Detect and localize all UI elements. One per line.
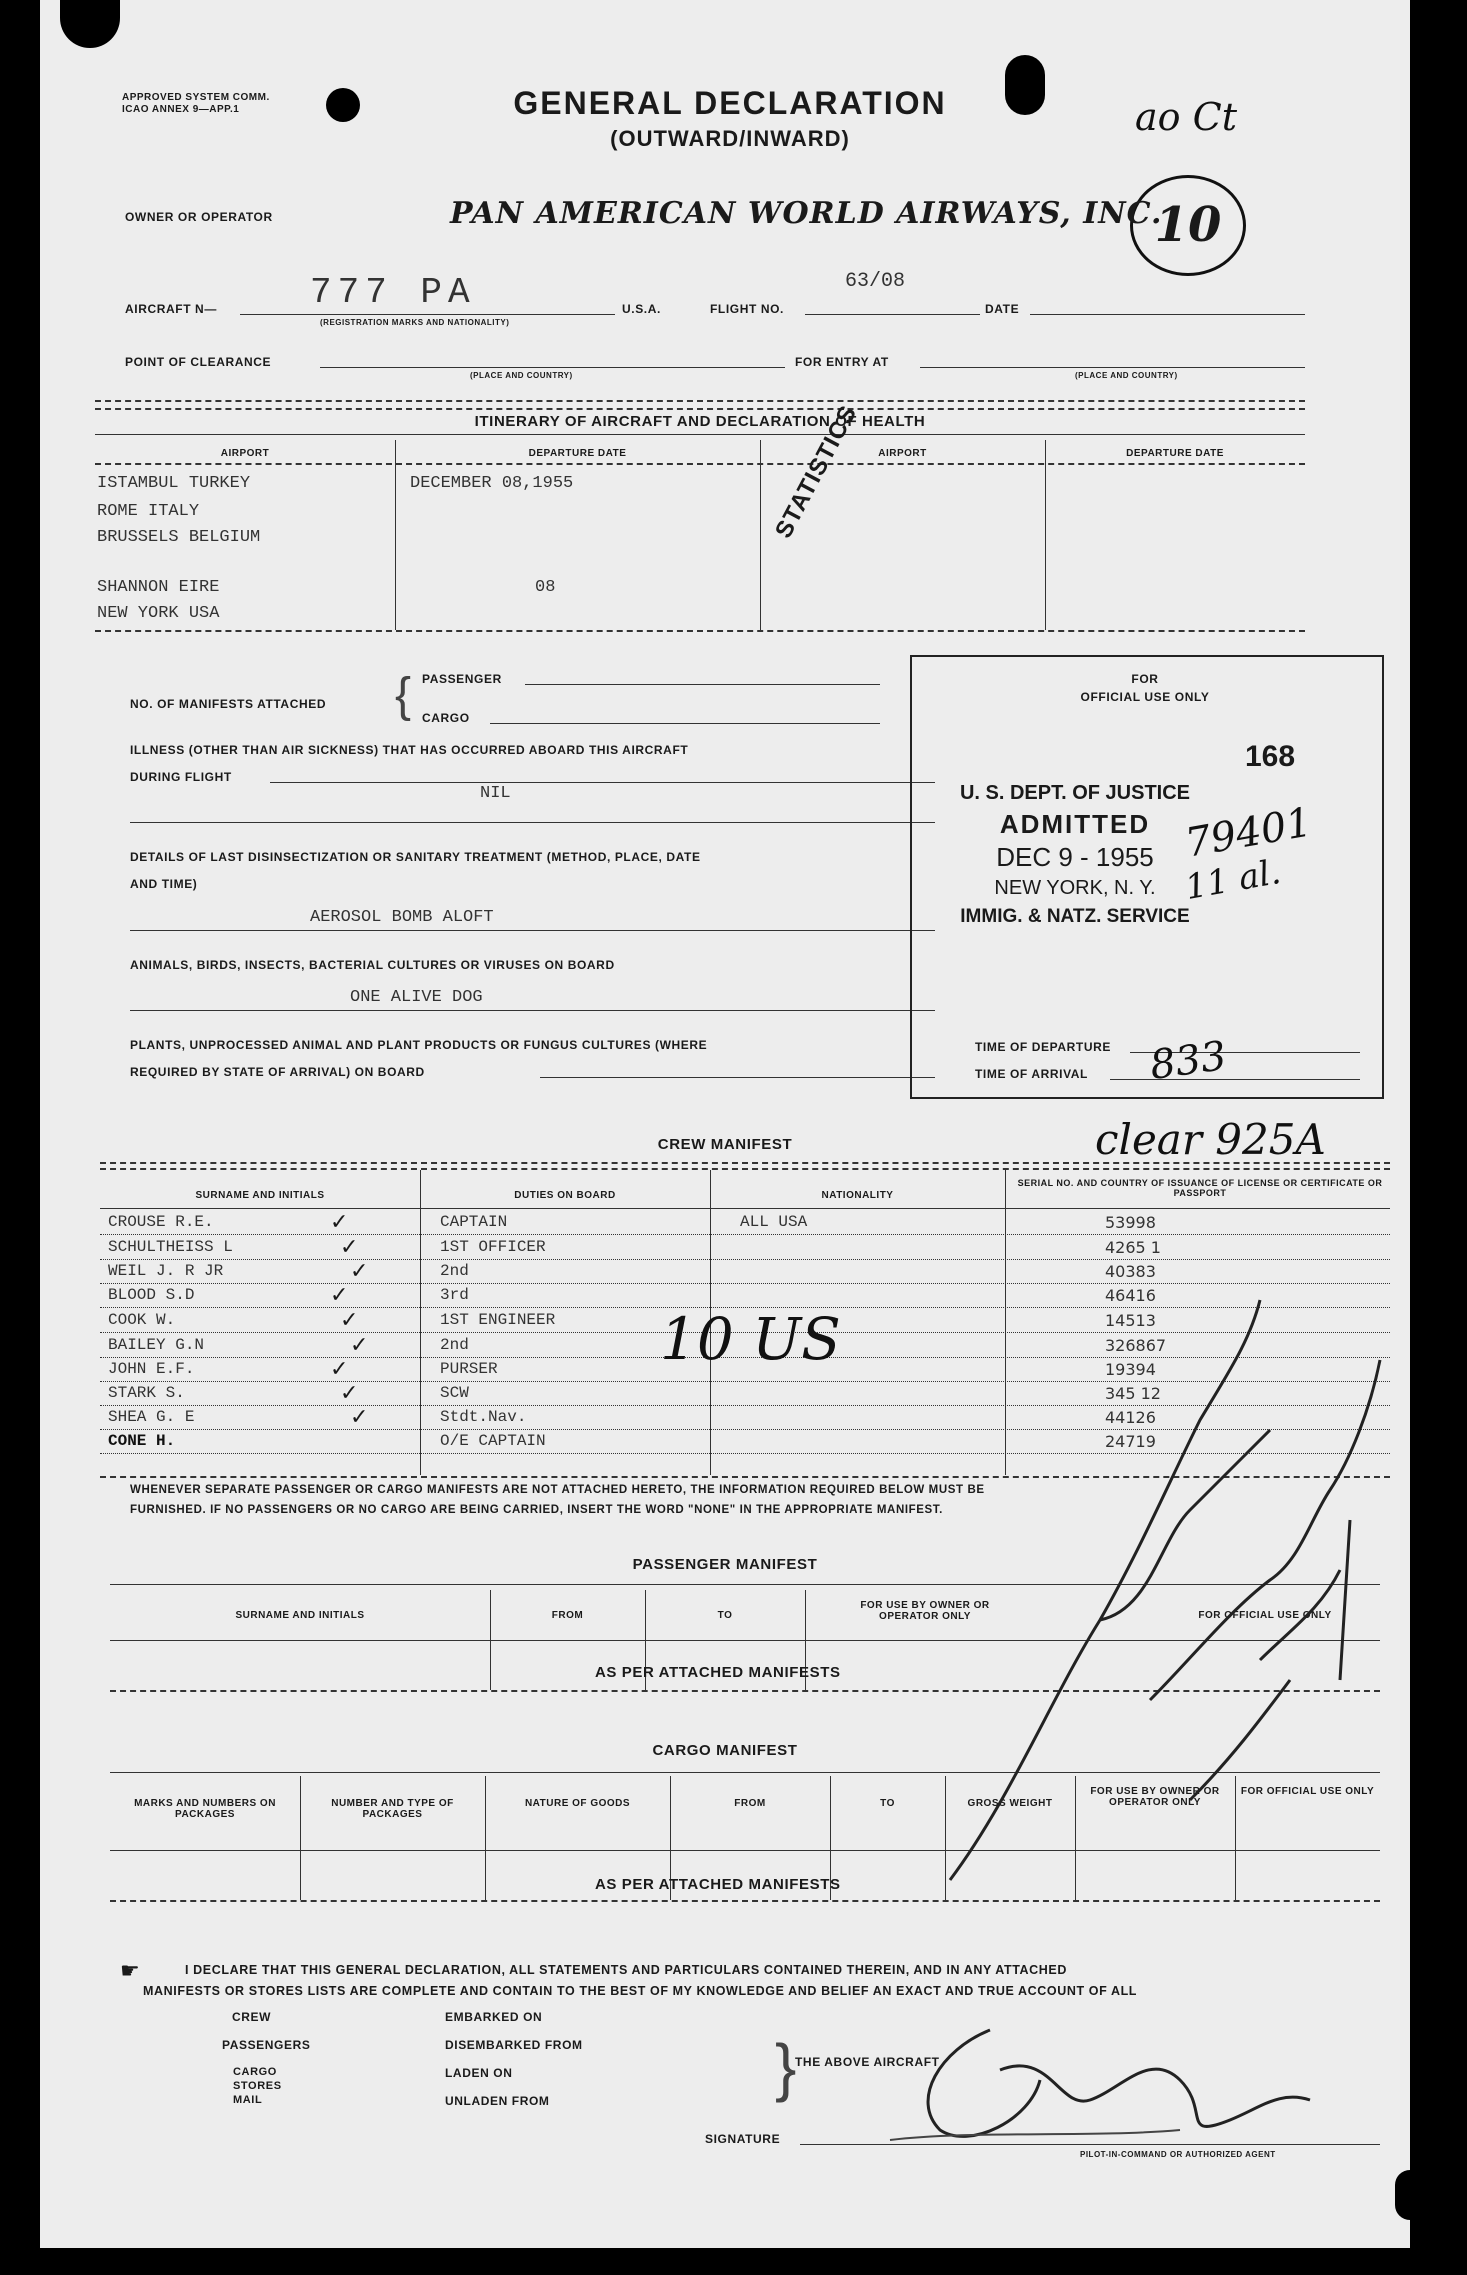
cargo-title: CARGO MANIFEST [652,1742,798,1759]
crew-row-serial: 46416 [1105,1286,1156,1305]
official-handwriting-1: 79401 [1181,799,1316,867]
check-mark-icon: ✓ [330,1209,349,1234]
cargo-header-0: MARKS AND NUMBERS ON PACKAGES [134,1798,276,1820]
crew-notice-2: FURNISHED. IF NO PASSENGERS OR NO CARGO ARE BEING CARRIED, INSERT THE WORD "NONE" IN THE APPROPRIATE MANIFEST. [130,1504,943,1516]
crew-row-serial: 326867 [1105,1336,1167,1355]
crew-row-name: CROUSE R.E. [108,1213,214,1231]
crew-row-duty: O/E CAPTAIN [440,1432,546,1450]
passenger-title: PASSENGER MANIFEST [632,1556,818,1573]
crew-row-serial: 40383 [1105,1262,1156,1281]
check-mark-icon: ✓ [330,1282,349,1307]
flight-label: FLIGHT NO. [710,302,784,316]
official-handwriting-2: 11 al. [1182,851,1284,909]
form-title: GENERAL DECLARATION [513,85,947,121]
itin-row-4-airport: SHANNON EIRE [97,578,220,597]
stamp-line-city: NEW YORK, N. Y. [994,877,1156,899]
pointing-hand-icon: ☛ [120,1958,140,1983]
cargo-header-2: NATURE OF GOODS [524,1798,631,1809]
cargo-label: CARGO [422,711,470,725]
stamp-line-admitted: ADMITTED [999,809,1151,839]
itinerary-title: ITINERARY OF AIRCRAFT AND DECLARATION OF HEALTH [474,413,926,430]
itin-header-date-2: DEPARTURE DATE [1126,448,1224,459]
decl-left-stores: STORES [233,2080,282,2092]
crew-row-duty: 1ST OFFICER [440,1238,546,1256]
statistics-stamp: STATISTICS [770,400,863,543]
edge-tear-side [1395,2170,1425,2220]
crew-row-serial: 19394 [1105,1360,1156,1379]
cargo-header-1: NUMBER AND TYPE OF PACKAGES [331,1798,454,1820]
itin-header-airport-2: AIRPORT [878,448,927,459]
check-mark-icon: ✓ [350,1404,369,1429]
flight-number: 63/08 [845,270,906,293]
crew-row-duty: 1ST ENGINEER [440,1311,556,1329]
decl-mid-unladen: UNLADEN FROM [445,2094,550,2108]
crew-row-serial: 44126 [1105,1408,1156,1427]
plants-label-1: PLANTS, UNPROCESSED ANIMAL AND PLANT PRODUCTS OR FUNGUS CULTURES (WHERE [130,1038,708,1052]
check-mark-icon: ✓ [350,1332,369,1357]
admitted-stamp [940,782,1210,928]
crew-row-serial: 345 12 [1105,1384,1161,1403]
punch-hole-left [326,88,360,122]
crew-title: CREW MANIFEST [657,1136,793,1153]
corner-handwriting: ao Ct [1135,95,1237,139]
check-mark-icon: ✓ [340,1380,359,1405]
decl-mid-laden: LADEN ON [445,2066,513,2080]
crew-row-name: CONE H. [108,1432,176,1450]
crew-row-duty: 3rd [440,1286,469,1304]
crew-row-duty: 2nd [440,1336,469,1354]
check-mark-icon: ✓ [330,1356,349,1381]
approval-line-2: ICAO ANNEX 9—APP.1 [122,104,240,115]
crew-row-duty: PURSER [440,1360,498,1378]
arrival-time-label: TIME OF ARRIVAL [975,1067,1088,1081]
cargo-header-4: TO [880,1798,895,1809]
disinsect-label-1: DETAILS OF LAST DISINSECTIZATION OR SANITARY TREATMENT (METHOD, PLACE, DATE [130,850,701,864]
margin-signature [930,1280,1410,1900]
usa-label: U.S.A. [622,302,661,316]
crew-row-nationality: ALL USA [740,1213,808,1231]
decl-mid-embarked: EMBARKED ON [445,2010,543,2024]
crew-row-duty: SCW [440,1384,469,1402]
crew-count-handwriting: 10 US [660,1305,841,1373]
stamp-line-service: IMMIG. & NATZ. SERVICE [960,906,1190,927]
decl-left-mail: MAIL [233,2094,263,2106]
owner-value: PAN AMERICAN WORLD AIRWAYS, INC. [450,196,1163,231]
crew-row-duty: Stdt.Nav. [440,1408,527,1426]
crew-row-name: COOK W. [108,1311,176,1329]
decl-aircraft: THE ABOVE AIRCRAFT [795,2055,940,2069]
decl-left-cargo: CARGO [233,2066,277,2078]
crew-row-serial: 4265 1 [1105,1238,1161,1257]
owner-label: OWNER OR OPERATOR [125,210,273,224]
aircraft-registration: 777 PA [310,272,476,313]
itin-row-3-airport: BRUSSELS BELGIUM [97,528,261,547]
crew-header-duty: DUTIES ON BOARD [514,1190,616,1201]
itin-row-1-date: DECEMBER 08,1955 [410,474,574,493]
cargo-note: AS PER ATTACHED MANIFESTS [595,1876,841,1893]
crew-row-name: BAILEY G.N [108,1336,205,1354]
manifests-label: NO. OF MANIFESTS ATTACHED [130,697,327,711]
crew-header-serial: SERIAL NO. AND COUNTRY OF ISSUANCE OF LICENSE OR CERTIFICATE OR PASSPORT [1017,1178,1383,1198]
itin-header-airport-1: AIRPORT [220,448,270,459]
decl-left-passengers: PASSENGERS [222,2038,311,2052]
crew-row-serial: 53998 [1105,1213,1156,1232]
crew-row-name: SCHULTHEISS L [108,1238,233,1256]
check-mark-icon: ✓ [340,1307,359,1332]
pass-note: AS PER ATTACHED MANIFESTS [595,1664,841,1681]
signature-label: SIGNATURE [705,2132,781,2146]
itin-row-4-date: 08 [535,578,556,597]
crew-row-serial: 14513 [1105,1311,1156,1330]
animals-value: ONE ALIVE DOG [350,988,483,1007]
disinsect-label-2: AND TIME) [130,877,198,891]
official-title-2: OFFICIAL USE ONLY [1080,690,1210,704]
crew-row-duty: 2nd [440,1262,469,1280]
form-subtitle: (OUTWARD/INWARD) [610,126,850,151]
aircraft-label: AIRCRAFT N— [125,302,217,316]
check-mark-icon: ✓ [350,1258,369,1283]
illness-label-1: ILLNESS (OTHER THAN AIR SICKNESS) THAT HAS OCCURRED ABOARD THIS AIRCRAFT [130,743,689,757]
approval-text [122,92,270,116]
disinsect-value: AEROSOL BOMB ALOFT [310,908,494,927]
itin-row-5-airport: NEW YORK USA [97,604,220,623]
decl-left-crew: CREW [232,2010,272,2024]
stamp-line-date: DEC 9 - 1955 [996,842,1154,872]
cargo-header-5: GROSS WEIGHT [967,1798,1053,1809]
arrival-time-value: 833 [1147,1032,1230,1090]
crew-row-name: WEIL J. R JR [108,1262,224,1280]
brace: { [395,669,412,722]
clearance-label: POINT OF CLEARANCE [125,355,272,369]
crew-header-nat: NATIONALITY [821,1190,894,1201]
decl-brace: } [775,2031,797,2103]
decl-mid-disembarked: DISEMBARKED FROM [445,2038,583,2052]
crew-row-name: SHEA G. E [108,1408,195,1426]
cargo-header-6: FOR USE BY OWNER OR OPERATOR ONLY [1090,1786,1220,1808]
crew-header-name: SURNAME AND INITIALS [195,1190,325,1201]
crew-notice-1: WHENEVER SEPARATE PASSENGER OR CARGO MANIFESTS ARE NOT ATTACHED HERETO, THE INFORMATION REQUIRED BELOW MUST BE [130,1484,985,1496]
crew-row-name: STARK S. [108,1384,185,1402]
cargo-header-7: FOR OFFICIAL USE ONLY [1240,1786,1375,1797]
pass-header-from: FROM [551,1610,584,1621]
passenger-label: PASSENGER [422,672,502,686]
stamp-line-dept: U. S. DEPT. OF JUSTICE [959,782,1191,804]
signature-sub: PILOT-IN-COMMAND OR AUTHORIZED AGENT [1080,2150,1276,2159]
crew-row-serial: 24719 [1105,1432,1156,1451]
entry-label: FOR ENTRY AT [795,355,889,369]
illness-label-2: DURING FLIGHT [130,770,232,784]
declaration-text-1: I DECLARE THAT THIS GENERAL DECLARATION, ALL STATEMENTS AND PARTICULARS CONTAINED THEREIN, AND IN ANY ATTACHED [185,1963,1067,1977]
clearance-sub: (PLACE AND COUNTRY) [470,371,573,380]
pass-header-official: FOR OFFICIAL USE ONLY [1198,1610,1332,1621]
crew-row-duty: CAPTAIN [440,1213,508,1231]
animals-label: ANIMALS, BIRDS, INSECTS, BACTERIAL CULTURES OR VIRUSES ON BOARD [130,958,615,972]
official-title-1: FOR [1131,672,1159,686]
departure-time-label: TIME OF DEPARTURE [975,1040,1111,1054]
cargo-header-3: FROM [734,1798,766,1809]
official-number: 168 [1245,740,1296,773]
pass-header-to: TO [717,1610,733,1621]
circled-number: 10 [1130,175,1246,276]
approval-line-1: APPROVED SYSTEM COMM. [122,92,270,103]
itin-header-date-1: DEPARTURE DATE [528,448,627,459]
crew-row-name: BLOOD S.D [108,1286,195,1304]
illness-value: NIL [480,784,511,803]
declaration-text-2: MANIFESTS OR STORES LISTS ARE COMPLETE AND CONTAIN TO THE BEST OF MY KNOWLEDGE AND BELIEF AN EXACT AND TRUE ACCOUNT OF ALL [143,1984,1138,1998]
entry-sub: (PLACE AND COUNTRY) [1075,371,1178,380]
crew-row-name: JOHN E.F. [108,1360,195,1378]
date-label: DATE [985,302,1020,316]
registration-sub: (REGISTRATION MARKS AND NATIONALITY) [320,318,510,327]
pass-header-owner: FOR USE BY OWNER OR OPERATOR ONLY [860,1600,990,1622]
plants-label-2: REQUIRED BY STATE OF ARRIVAL) ON BOARD [130,1065,425,1079]
cleared-time: clear 925A [1095,1115,1326,1164]
captain-signature [850,1990,1330,2160]
pass-header-name: SURNAME AND INITIALS [235,1610,365,1621]
itin-row-2-airport: ROME ITALY [97,502,200,521]
check-mark-icon: ✓ [340,1234,359,1259]
itin-row-1-airport: ISTAMBUL TURKEY [97,474,251,493]
